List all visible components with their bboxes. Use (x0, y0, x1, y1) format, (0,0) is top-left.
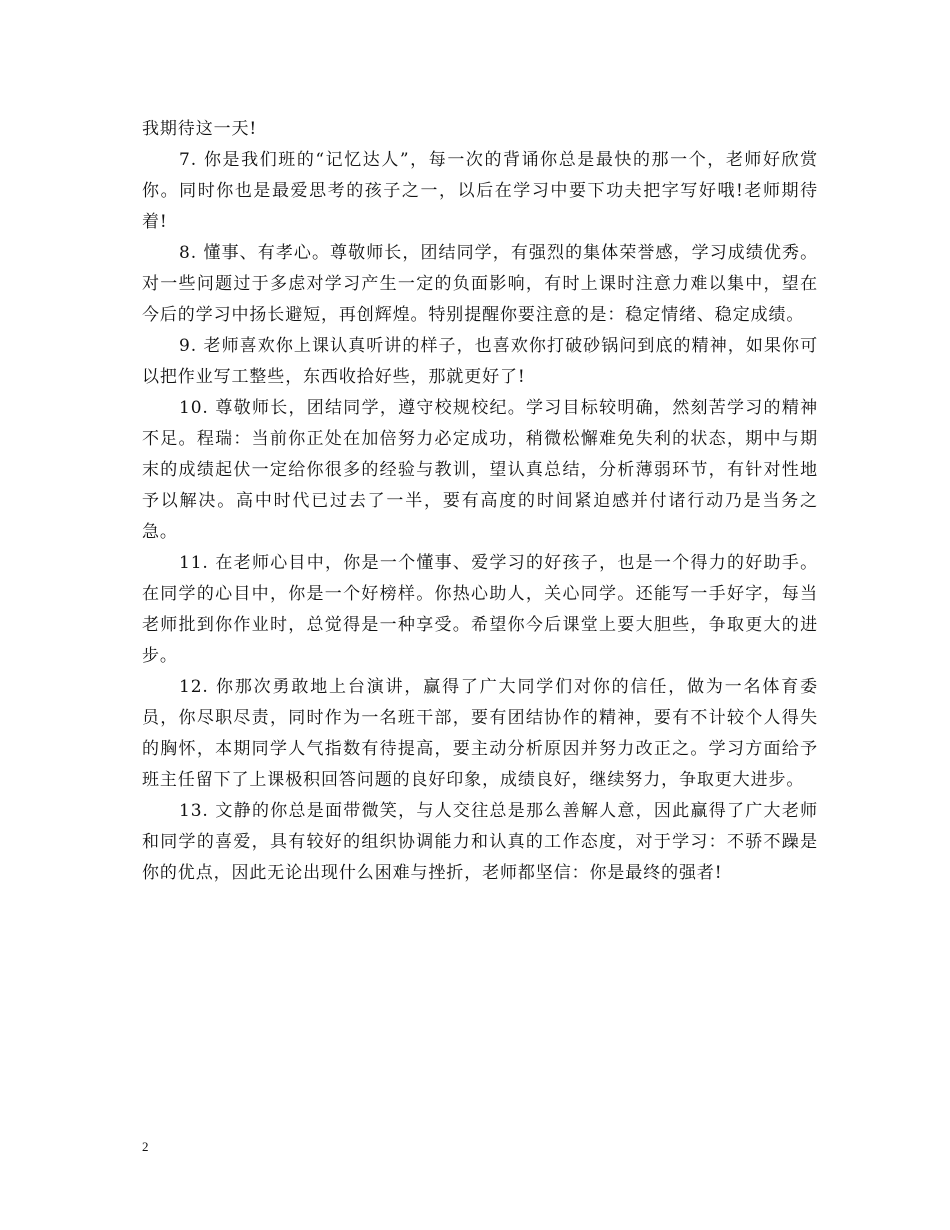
paragraph-item-7: 7. 你是我们班的“记忆达人”，每一次的背诵你总是最快的那一个，老师好欣赏你。同时你也是最爱思考的孩子之一，以后在学习中要下功夫把字写好哦!老师期待着! (142, 150, 818, 232)
paragraph-continuation: 我期待这一天! (142, 119, 258, 139)
paragraph-item-13: 13. 文静的你总是面带微笑，与人交往总是那么善解人意，因此赢得了广大老师和同学的喜爱，具有较好的组织协调能力和认真的工作态度，对于学习：不骄不躁是你的优点，因此无论出现什么困难与挫折，老师都坚信：你是最终的强者! (142, 801, 818, 883)
paragraph-item-12: 12. 你那次勇敢地上台演讲，赢得了广大同学们对你的信任，做为一名体育委员，你尽职尽责，同时作为一名班干部，要有团结协作的精神，要有不计较个人得失的胸怀，本期同学人气指数有待提高，要主动分析原因并努力改正之。学习方面给予班主任留下了上课极积回答问题的良好印象，成绩良好，继续努力，争取更大进步。 (142, 677, 818, 790)
paragraph-item-10: 10. 尊敬师长，团结同学，遵守校规校纪。学习目标较明确，然刻苦学习的精神不足。程瑞：当前你正处在加倍努力必定成功，稍微松懈难免失利的状态，期中与期末的成绩起伏一定给你很多的经验与教训，望认真总结，分析薄弱环节，有针对性地予以解决。高中时代已过去了一半，要有高度的时间紧迫感并付诸行动乃是当务之急。 (142, 398, 818, 542)
paragraph-item-11: 11. 在老师心目中，你是一个懂事、爱学习的好孩子，也是一个得力的好助手。在同学的心目中，你是一个好榜样。你热心助人，关心同学。还能写一手好字，每当老师批到你作业时，总觉得是一种享受。希望你今后课堂上要大胆些，争取更大的进步。 (142, 553, 818, 666)
paragraph-item-8: 8. 懂事、有孝心。尊敬师长，团结同学，有强烈的集体荣誉感，学习成绩优秀。对一些问题过于多虑对学习产生一定的负面影响，有时上课时注意力难以集中，望在今后的学习中扬长避短，再创辉煌。特别提醒你要注意的是：稳定情绪、稳定成绩。 (142, 243, 818, 325)
paragraph-item-9: 9. 老师喜欢你上课认真听讲的样子，也喜欢你打破砂锅问到底的精神，如果你可以把作业写工整些，东西收拾好些，那就更好了! (142, 336, 818, 387)
page-number: 2 (142, 1139, 149, 1154)
document-body (142, 114, 818, 889)
